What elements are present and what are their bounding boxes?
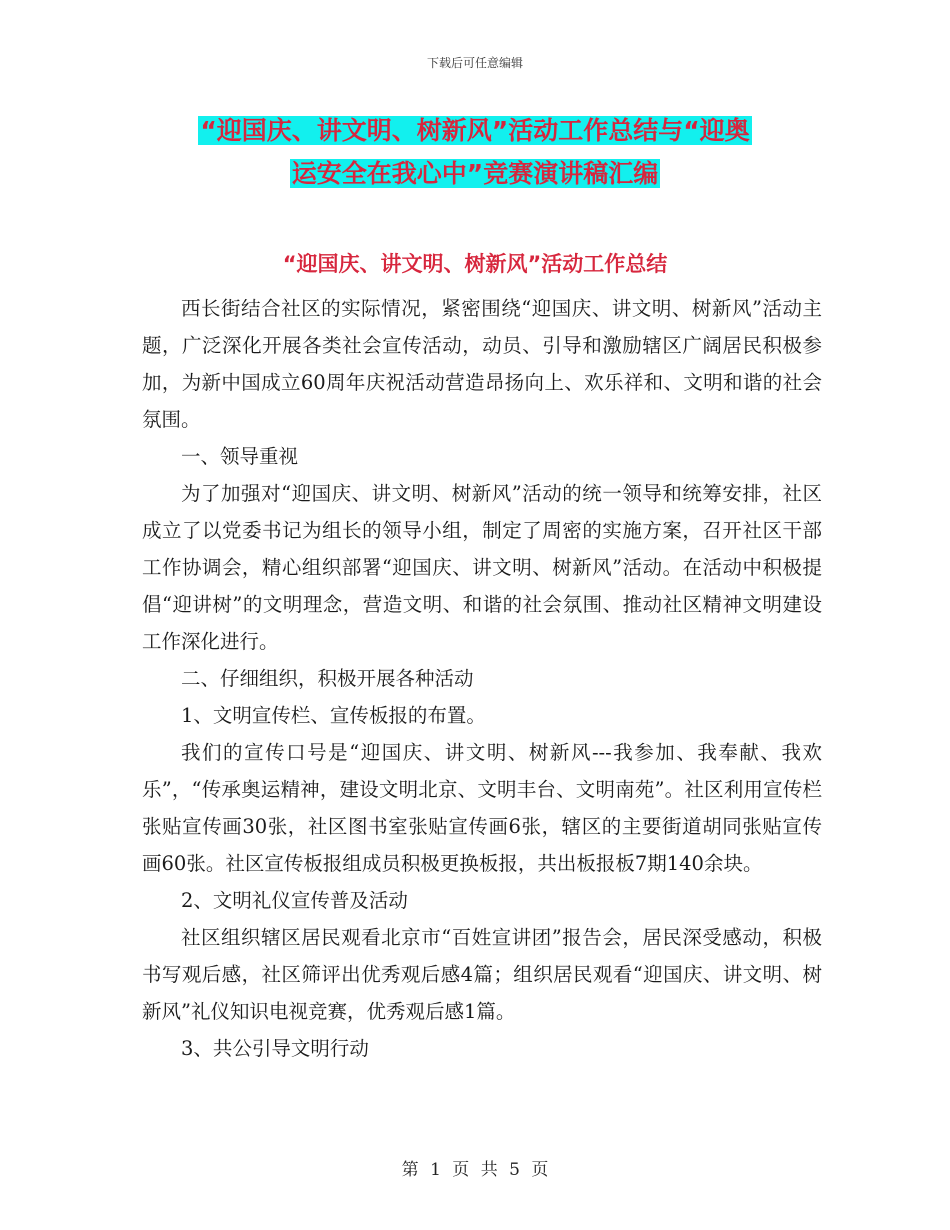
heading-activities: 二、仔细组织，积极开展各种活动 [181,667,474,690]
subheading-public-guidance: 3、共公引导文明行动 [181,1037,369,1060]
paragraph-etiquette: 社区组织辖区居民观看北京市“百姓宣讲团”报告会，居民深受感动，积极书写观后感，社区筛评出优秀观后感4篇；组织居民观看“迎国庆、讲文明、树新风”礼仪知识电视竞赛，优秀观后感1篇。 [142,926,822,1023]
document-title-text-2: 运安全在我心中”竞赛演讲稿汇编 [291,159,659,188]
document-title-text-1: “迎国庆、讲文明、树新风”活动工作总结与“迎奥 [200,116,750,145]
document-title-line-1 [0,112,950,150]
page-footer: 第 1 页 共 5 页 [401,1160,549,1180]
paragraph-leadership: 为了加强对“迎国庆、讲文明、树新风”活动的统一领导和统筹安排，社区成立了以党委书记为组长的领导小组，制定了周密的实施方案，召开社区干部工作协调会，精心组织部署“迎国庆、讲文明、树新风”活动。在活动中积极提倡“迎讲树”的文明理念，营造文明、和谐的社会氛围、推动社区精神文明建设工作深化进行。 [142,482,822,653]
paragraph-intro: 西长街结合社区的实际情况，紧密围绕“迎国庆、讲文明、树新风”活动主题，广泛深化开展各类社会宣传活动，动员、引导和激励辖区广阔居民积极参加，为新中国成立60周年庆祝活动营造昂扬向上、欢乐祥和、文明和谐的社会氛围。 [142,297,822,431]
heading-leadership: 一、领导重视 [181,445,299,468]
section-title: “迎国庆、讲文明、树新风”活动工作总结 [282,252,668,276]
subheading-etiquette: 2、文明礼仪宣传普及活动 [181,889,408,912]
header-note: 下载后可任意编辑 [426,56,523,70]
document-title-line-2 [0,155,950,193]
subheading-publicity-board: 1、文明宣传栏、宣传板报的布置。 [181,704,486,727]
body-text [142,290,822,1067]
paragraph-publicity-board: 我们的宣传口号是“迎国庆、讲文明、树新风---我参加、我奉献、我欢乐”，“传承奥运精神，建设文明北京、文明丰台、文明南苑”。社区利用宣传栏张贴宣传画30张，社区图书室张贴宣传画6张，辖区的主要街道胡同张贴宣传画60张。社区宣传板报组成员积极更换板报，共出板报板7期140余块。 [142,741,822,875]
